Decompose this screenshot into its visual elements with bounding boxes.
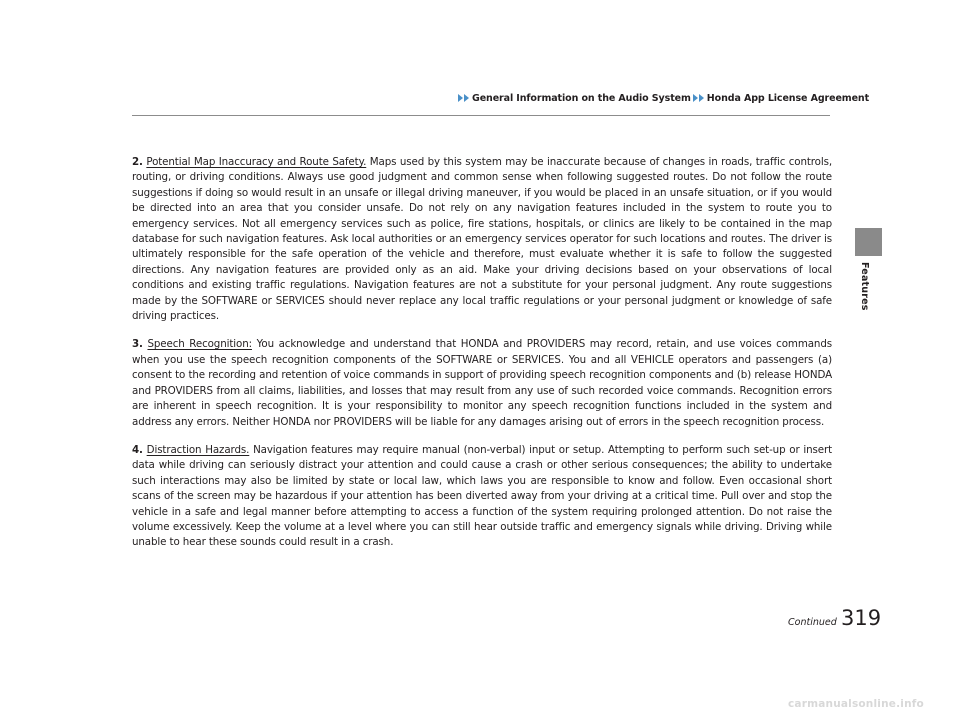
breadcrumb-item-license-agreement: Honda App License Agreement [706, 93, 870, 104]
breadcrumb-item-audio-system: General Information on the Audio System [472, 93, 691, 104]
section-speech-recognition [132, 337, 832, 429]
breadcrumb-arrow-icon [464, 94, 469, 102]
chapter-tab-label: Features [859, 262, 870, 311]
section-number: 2. [132, 156, 143, 168]
breadcrumb-arrow-icon [458, 94, 463, 102]
breadcrumb-arrow-icon [693, 94, 698, 102]
section-heading: Distraction Hazards. [146, 443, 250, 456]
section-distraction-hazards [132, 443, 832, 551]
section-heading: Speech Recognition: [147, 338, 252, 351]
section-heading: Potential Map Inaccuracy and Route Safety. [146, 156, 367, 168]
document-body [132, 155, 832, 564]
section-number: 4. [132, 443, 143, 456]
page-number: 319 [841, 606, 882, 630]
section-number: 3. [132, 338, 143, 351]
breadcrumb [458, 93, 869, 104]
section-body: Navigation features may require manual (non-verbal) input or setup. Attempting to perform such set-up or insert data while driving can seriously distract your attention and could cause a crash or other serious consequences; the ability to undertake such interactions may also be limited by state or local law, which laws you are responsible to know and follow. Even occasional short scans of the screen may be hazardous if your attention has been diverted away from your driving at a critical time. Pull over and stop the vehicle in a safe and legal manner before attempting to access a function of the system requiring prolonged attention. Do not raise the volume excessively. Keep the volume at a level where you can still hear outside traffic and emergency signals while driving. Driving while unable to hear these sounds could result in a crash. [132, 443, 833, 549]
section-map-inaccuracy [132, 155, 832, 324]
section-body: You acknowledge and understand that HONDA and PROVIDERS may record, retain, and use voices commands when you use the speech recognition components of the SOFTWARE or SERVICES. You and all VEHICLE operators and passengers (a) consent to the recording and retention of voice commands in support of providing speech recognition components and (b) release HONDA and PROVIDERS from all claims, liabilities, and losses that may result from any use of such recorded voice commands. Recognition errors are inherent in speech recognition. It is your responsibility to monitor any speech recognition functions included in the system and address any errors. Neither HONDA nor PROVIDERS will be liable for any damages arising out of errors in the speech recognition process. [132, 338, 832, 428]
watermark-text: carmanualsonline.info [788, 698, 924, 710]
chapter-tab-marker [855, 228, 882, 256]
section-body: Maps used by this system may be inaccurate because of changes in roads, traffic controls, routing, or driving conditions. Always use good judgment and common sense when following suggested routes. Do not follow the route suggestions if doing so would result in an unsafe or illegal driving maneuver, if you would be placed in an unsafe situation, or if you would be directed into an area that you consider unsafe. Do not rely on any navigation features included in the system to route you to emergency services. Not all emergency services such as police, fire stations, hospitals, or clinics are likely to be contained in the map database for such navigation features. Ask local authorities or an emergency services operator for such locations and routes. The driver is ultimately responsible for the safe operation of the vehicle and therefore, must evaluate whether it is safe to follow the suggested directions. Any navigation features are provided only as an aid. Make your driving decisions based on your observations of local conditions and existing traffic regulations. Navigation features are not a substitute for your personal judgment. Any route suggestions made by the SOFTWARE or SERVICES should never replace any local traffic regulations or your personal judgment or knowledge of safe driving practices. [132, 156, 832, 323]
breadcrumb-arrow-icon [699, 94, 704, 102]
header-divider [132, 115, 830, 116]
continued-label: Continued [788, 617, 837, 628]
